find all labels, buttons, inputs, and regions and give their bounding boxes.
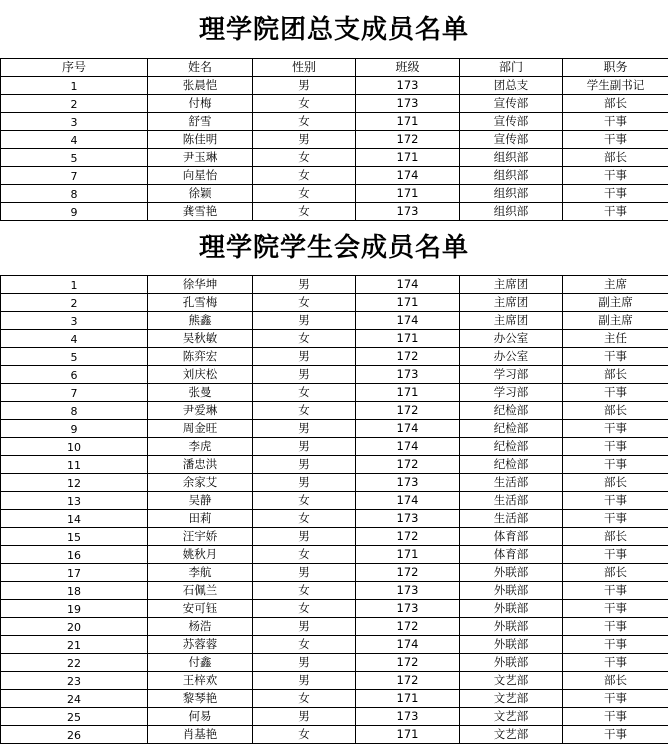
table-cell: 杨浩 [148, 618, 253, 636]
table-row [1, 366, 668, 384]
table-row [1, 420, 668, 438]
table-cell: 纪检部 [460, 456, 563, 474]
table-row [1, 294, 668, 312]
table-cell: 4 [1, 131, 148, 149]
table-cell: 部长 [563, 672, 668, 690]
table-cell: 174 [356, 420, 460, 438]
table-cell: 外联部 [460, 564, 563, 582]
table-cell: 1 [1, 77, 148, 95]
table-cell: 主席团 [460, 294, 563, 312]
table-cell: 宣传部 [460, 95, 563, 113]
table-cell: 主席 [563, 276, 668, 294]
table-cell: 女 [253, 600, 356, 618]
table-row [1, 131, 668, 149]
table-row [1, 203, 668, 221]
table-cell: 主席团 [460, 276, 563, 294]
table-cell: 172 [356, 348, 460, 366]
table-row [1, 77, 668, 95]
table-cell: 172 [356, 402, 460, 420]
table-cell: 潘忠洪 [148, 456, 253, 474]
table-cell: 14 [1, 510, 148, 528]
table-cell: 18 [1, 582, 148, 600]
table-cell: 部长 [563, 564, 668, 582]
table-cell: 安可钰 [148, 600, 253, 618]
student-union-table [0, 275, 668, 744]
table-cell: 女 [253, 384, 356, 402]
table-cell: 5 [1, 348, 148, 366]
table-cell: 174 [356, 636, 460, 654]
table-row [1, 312, 668, 330]
table-cell: 3 [1, 113, 148, 131]
table-cell: 男 [253, 438, 356, 456]
table-cell: 男 [253, 618, 356, 636]
table-row [1, 474, 668, 492]
table-cell: 174 [356, 276, 460, 294]
table-cell: 王梓欢 [148, 672, 253, 690]
table-cell: 172 [356, 654, 460, 672]
table-cell: 22 [1, 654, 148, 672]
table-row [1, 167, 668, 185]
table-cell: 石佩兰 [148, 582, 253, 600]
table-cell: 宣传部 [460, 131, 563, 149]
table-cell: 171 [356, 546, 460, 564]
table-cell: 付梅 [148, 95, 253, 113]
table-row [1, 348, 668, 366]
table-cell: 10 [1, 438, 148, 456]
table-cell: 干事 [563, 492, 668, 510]
table-row [1, 276, 668, 294]
table-cell: 干事 [563, 726, 668, 744]
table-row [1, 492, 668, 510]
table-cell: 组织部 [460, 185, 563, 203]
table-cell: 173 [356, 366, 460, 384]
table-cell: 付鑫 [148, 654, 253, 672]
table-cell: 干事 [563, 618, 668, 636]
table-row [1, 654, 668, 672]
table-cell: 何易 [148, 708, 253, 726]
table-row [1, 113, 668, 131]
table-cell: 172 [356, 456, 460, 474]
table-cell: 干事 [563, 456, 668, 474]
table-cell: 男 [253, 708, 356, 726]
table-cell: 171 [356, 384, 460, 402]
table-cell: 11 [1, 456, 148, 474]
table-cell: 外联部 [460, 582, 563, 600]
table-cell: 干事 [563, 348, 668, 366]
table-cell: 173 [356, 510, 460, 528]
table-cell: 干事 [563, 582, 668, 600]
table-cell: 团总支 [460, 77, 563, 95]
table-row [1, 330, 668, 348]
table-cell: 体育部 [460, 546, 563, 564]
table-cell: 2 [1, 294, 148, 312]
table-row [1, 402, 668, 420]
table-cell: 外联部 [460, 654, 563, 672]
table-cell: 外联部 [460, 600, 563, 618]
table-row [1, 708, 668, 726]
table-cell: 21 [1, 636, 148, 654]
table-cell: 徐华坤 [148, 276, 253, 294]
table-cell: 干事 [563, 600, 668, 618]
table-cell: 174 [356, 312, 460, 330]
table-row [1, 672, 668, 690]
table-cell: 5 [1, 149, 148, 167]
table-cell: 173 [356, 708, 460, 726]
table-cell: 干事 [563, 510, 668, 528]
table-cell: 干事 [563, 113, 668, 131]
table-cell: 20 [1, 618, 148, 636]
table-cell: 办公室 [460, 348, 563, 366]
table-cell: 女 [253, 726, 356, 744]
table-cell: 17 [1, 564, 148, 582]
header-cell: 序号 [1, 59, 148, 77]
table-cell: 干事 [563, 203, 668, 221]
table-cell: 田莉 [148, 510, 253, 528]
table-cell: 生活部 [460, 474, 563, 492]
table-cell: 男 [253, 564, 356, 582]
table-cell: 汪宇娇 [148, 528, 253, 546]
table-cell: 吴秋敏 [148, 330, 253, 348]
table-cell: 学习部 [460, 366, 563, 384]
table-cell: 部长 [563, 402, 668, 420]
table-cell: 男 [253, 276, 356, 294]
table-cell: 孔雪梅 [148, 294, 253, 312]
table-cell: 171 [356, 330, 460, 348]
table-cell: 16 [1, 546, 148, 564]
table-cell: 部长 [563, 366, 668, 384]
table-cell: 文艺部 [460, 708, 563, 726]
table-cell: 龚雪艳 [148, 203, 253, 221]
header-cell: 性别 [253, 59, 356, 77]
table-cell: 男 [253, 474, 356, 492]
table-cell: 部长 [563, 528, 668, 546]
table-row [1, 618, 668, 636]
table-cell: 4 [1, 330, 148, 348]
table-cell: 纪检部 [460, 438, 563, 456]
table-cell: 纪检部 [460, 420, 563, 438]
table-cell: 12 [1, 474, 148, 492]
table-cell: 干事 [563, 185, 668, 203]
table-cell: 15 [1, 528, 148, 546]
table-row [1, 456, 668, 474]
table-cell: 宣传部 [460, 113, 563, 131]
table-cell: 女 [253, 95, 356, 113]
table-cell: 男 [253, 654, 356, 672]
table-row [1, 384, 668, 402]
table-cell: 男 [253, 348, 356, 366]
table-cell: 吴静 [148, 492, 253, 510]
table-cell: 9 [1, 203, 148, 221]
table-cell: 男 [253, 528, 356, 546]
table-cell: 余家艾 [148, 474, 253, 492]
table-cell: 男 [253, 312, 356, 330]
table-cell: 组织部 [460, 203, 563, 221]
table-cell: 173 [356, 203, 460, 221]
table-cell: 舒雪 [148, 113, 253, 131]
table-row [1, 95, 668, 113]
table-cell: 文艺部 [460, 672, 563, 690]
table-cell: 干事 [563, 384, 668, 402]
table-row [1, 528, 668, 546]
table-cell: 173 [356, 600, 460, 618]
table-cell: 13 [1, 492, 148, 510]
header-cell: 姓名 [148, 59, 253, 77]
table-cell: 副主席 [563, 312, 668, 330]
table-cell: 女 [253, 113, 356, 131]
table-cell: 女 [253, 582, 356, 600]
table-cell: 学习部 [460, 384, 563, 402]
table-cell: 干事 [563, 420, 668, 438]
table-cell: 向星怡 [148, 167, 253, 185]
table-row [1, 582, 668, 600]
table-cell: 174 [356, 492, 460, 510]
table-cell: 男 [253, 456, 356, 474]
table-cell: 172 [356, 564, 460, 582]
table-cell: 干事 [563, 167, 668, 185]
header-cell: 部门 [460, 59, 563, 77]
table-cell: 外联部 [460, 618, 563, 636]
table-cell: 熊鑫 [148, 312, 253, 330]
section2-title: 理学院学生会成员名单 [0, 228, 668, 268]
table-cell: 李航 [148, 564, 253, 582]
table-cell: 张曼 [148, 384, 253, 402]
table-cell: 肖基艳 [148, 726, 253, 744]
table-row [1, 185, 668, 203]
table-cell: 男 [253, 672, 356, 690]
table-cell: 171 [356, 113, 460, 131]
table-cell: 体育部 [460, 528, 563, 546]
table-cell: 外联部 [460, 636, 563, 654]
table-row [1, 690, 668, 708]
table-cell: 女 [253, 294, 356, 312]
table-cell: 26 [1, 726, 148, 744]
table-cell: 徐颖 [148, 185, 253, 203]
table-cell: 陈弈宏 [148, 348, 253, 366]
table-row [1, 636, 668, 654]
table-cell: 女 [253, 185, 356, 203]
table-cell: 172 [356, 528, 460, 546]
table-cell: 主席团 [460, 312, 563, 330]
table-row [1, 438, 668, 456]
table-cell: 男 [253, 131, 356, 149]
table-cell: 男 [253, 420, 356, 438]
table-cell: 干事 [563, 708, 668, 726]
table-cell: 171 [356, 726, 460, 744]
section1-title: 理学院团总支成员名单 [0, 10, 668, 50]
table-cell: 生活部 [460, 492, 563, 510]
table-row [1, 510, 668, 528]
table-cell: 19 [1, 600, 148, 618]
table-cell: 干事 [563, 131, 668, 149]
table-cell: 主任 [563, 330, 668, 348]
table-cell: 25 [1, 708, 148, 726]
table-cell: 171 [356, 185, 460, 203]
table-cell: 刘庆松 [148, 366, 253, 384]
table-cell: 171 [356, 149, 460, 167]
table-cell: 部长 [563, 149, 668, 167]
table-cell: 女 [253, 510, 356, 528]
table-cell: 9 [1, 420, 148, 438]
table-cell: 174 [356, 167, 460, 185]
table-cell: 8 [1, 402, 148, 420]
table-cell: 文艺部 [460, 690, 563, 708]
table-cell: 171 [356, 690, 460, 708]
table-row [1, 564, 668, 582]
table-cell: 女 [253, 402, 356, 420]
league-committee-table [0, 58, 668, 221]
table-cell: 学生副书记 [563, 77, 668, 95]
table-cell: 2 [1, 95, 148, 113]
table-row [1, 726, 668, 744]
table-cell: 张晨恺 [148, 77, 253, 95]
table-cell: 李虎 [148, 438, 253, 456]
table-cell: 黎琴艳 [148, 690, 253, 708]
table-cell: 部长 [563, 474, 668, 492]
table-cell: 173 [356, 582, 460, 600]
table-cell: 24 [1, 690, 148, 708]
table-cell: 姚秋月 [148, 546, 253, 564]
table-cell: 女 [253, 167, 356, 185]
table-cell: 女 [253, 149, 356, 167]
table-cell: 173 [356, 474, 460, 492]
table-cell: 文艺部 [460, 726, 563, 744]
table-cell: 女 [253, 330, 356, 348]
table-cell: 干事 [563, 654, 668, 672]
table-cell: 173 [356, 95, 460, 113]
table-cell: 纪检部 [460, 402, 563, 420]
table-cell: 174 [356, 438, 460, 456]
table-cell: 女 [253, 203, 356, 221]
table-cell: 组织部 [460, 167, 563, 185]
table-cell: 干事 [563, 438, 668, 456]
table-cell: 171 [356, 294, 460, 312]
table-cell: 部长 [563, 95, 668, 113]
table-cell: 女 [253, 636, 356, 654]
table-cell: 8 [1, 185, 148, 203]
table-cell: 干事 [563, 636, 668, 654]
table-cell: 6 [1, 366, 148, 384]
table-cell: 苏蓉蓉 [148, 636, 253, 654]
table-cell: 男 [253, 366, 356, 384]
table-cell: 陈佳明 [148, 131, 253, 149]
table-cell: 尹爱琳 [148, 402, 253, 420]
table-cell: 3 [1, 312, 148, 330]
table-cell: 组织部 [460, 149, 563, 167]
table-cell: 23 [1, 672, 148, 690]
header-cell: 班级 [356, 59, 460, 77]
table-cell: 7 [1, 384, 148, 402]
table-cell: 干事 [563, 546, 668, 564]
table-cell: 干事 [563, 690, 668, 708]
table-cell: 女 [253, 492, 356, 510]
table-cell: 173 [356, 77, 460, 95]
table-cell: 生活部 [460, 510, 563, 528]
table-header-row [1, 59, 668, 77]
table-row [1, 149, 668, 167]
table-cell: 172 [356, 131, 460, 149]
table-cell: 172 [356, 672, 460, 690]
table-cell: 男 [253, 77, 356, 95]
table-cell: 1 [1, 276, 148, 294]
table-cell: 172 [356, 618, 460, 636]
table-cell: 女 [253, 690, 356, 708]
table-row [1, 600, 668, 618]
header-cell: 职务 [563, 59, 668, 77]
table-cell: 7 [1, 167, 148, 185]
table-cell: 女 [253, 546, 356, 564]
table-cell: 办公室 [460, 330, 563, 348]
table-cell: 副主席 [563, 294, 668, 312]
table-row [1, 546, 668, 564]
table-cell: 周金旺 [148, 420, 253, 438]
table-cell: 尹玉琳 [148, 149, 253, 167]
